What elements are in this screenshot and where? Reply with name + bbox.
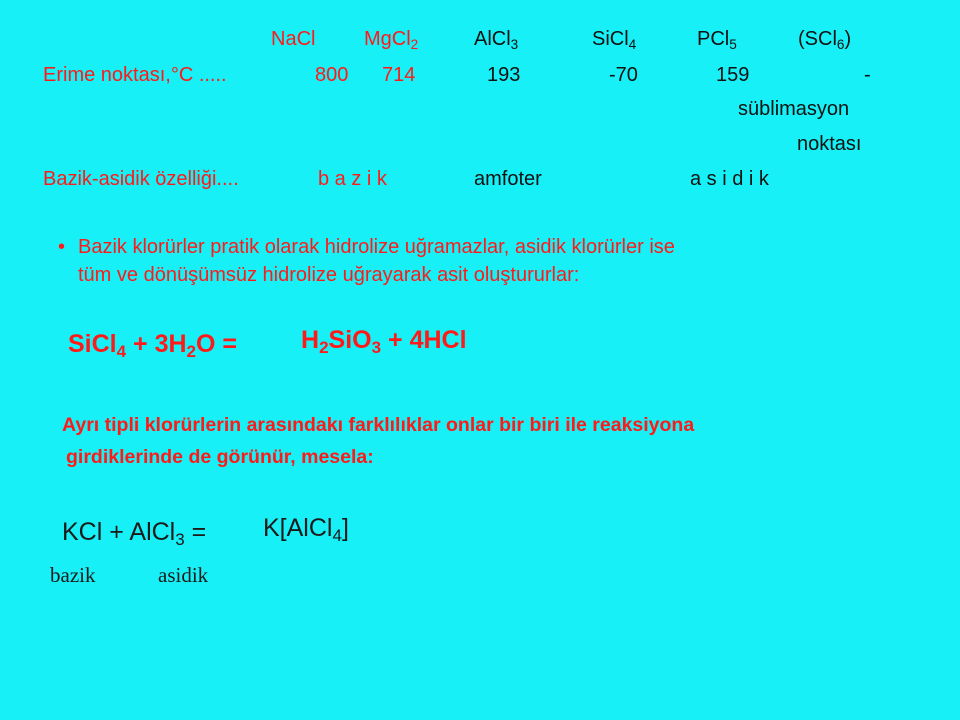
formula-sicl4-sub: 4: [628, 36, 637, 52]
melting-value-nacl: 800: [315, 64, 349, 86]
eq1-o3-sub: 3: [371, 337, 382, 357]
property-amphoteric: amfoter: [474, 168, 542, 190]
formula-scl6-open: (SCl: [798, 28, 837, 50]
formula-scl6-sub: 6: [836, 36, 845, 52]
property-acidic: a s i d i k: [690, 168, 769, 190]
eq1-h-sub: 2: [186, 341, 197, 361]
equation-1-left: [68, 330, 237, 359]
eq1-h2-sub: 2: [319, 337, 329, 357]
sublimation-label-1: süblimasyon: [738, 98, 850, 120]
formula-pcl5: [697, 28, 737, 51]
equation-1-right: [301, 326, 467, 355]
formula-mgcl2-base: MgCl: [364, 28, 411, 50]
eq2-right: K[AlCl: [263, 514, 333, 542]
formula-nacl: [271, 28, 315, 51]
eq2-left: KCl + AlCl: [62, 518, 176, 546]
formula-mgcl2-sub: 2: [410, 36, 419, 52]
eq1-o-eq: O =: [196, 330, 238, 358]
melting-value-mgcl2: 714: [382, 64, 416, 86]
melting-label: Erime noktası,°C .....: [43, 64, 227, 86]
formula-sicl4: [592, 28, 636, 51]
formula-alcl3-base: AlCl: [474, 28, 511, 50]
eq1-sicl-sub: 4: [116, 341, 127, 361]
eq1-rest: + 4HCl: [381, 326, 467, 354]
eq2-right-close: ]: [341, 514, 349, 542]
equation-2-left: [62, 518, 206, 547]
eq2-left-sub: 3: [175, 529, 185, 549]
formula-scl6: [798, 28, 851, 51]
paragraph-line-2: girdiklerinde de görünür, mesela:: [66, 446, 374, 468]
bullet-marker: •: [58, 236, 66, 258]
formula-nacl-text: NaCl: [271, 28, 316, 50]
eq2-right-sub: 4: [332, 525, 342, 545]
melting-value-sicl4: -70: [609, 64, 638, 86]
melting-value-scl6: -: [864, 64, 871, 86]
formula-alcl3: [474, 28, 518, 51]
formula-pcl5-base: PCl: [697, 28, 730, 50]
eq1-h: H: [301, 326, 320, 354]
formula-scl6-close: ): [844, 28, 852, 50]
sublimation-label-2: noktası: [797, 133, 862, 155]
bullet-line-1: Bazik klorürler pratik olarak hidrolize uğramazlar, asidik klorürler ise: [78, 236, 675, 258]
bullet-line-2: tüm ve dönüşümsüz hidrolize uğrayarak asit oluştururlar:: [78, 264, 580, 286]
paragraph-line-1: Ayrı tipli klorürlerin arasındakı farklılıklar onlar bir biri ile reaksiyona: [62, 414, 695, 436]
eq1-sio: SiO: [328, 326, 372, 354]
formula-pcl5-sub: 5: [729, 36, 737, 52]
property-basic: b a z i k: [318, 168, 387, 190]
eq1-plus-h: + 3H: [126, 330, 187, 358]
melting-value-alcl3: 193: [487, 64, 521, 86]
eq2-eq: =: [184, 518, 207, 546]
formula-mgcl2: [364, 28, 418, 51]
label-asidik: asidik: [158, 563, 209, 587]
formula-alcl3-sub: 3: [510, 36, 519, 52]
equation-2-right: [263, 514, 349, 543]
label-bazik: bazik: [50, 563, 96, 587]
eq1-sicl: SiCl: [68, 330, 117, 358]
formula-sicl4-base: SiCl: [592, 28, 629, 50]
property-label: Bazik-asidik özelliği....: [43, 168, 239, 190]
melting-value-pcl5: 159: [716, 64, 750, 86]
